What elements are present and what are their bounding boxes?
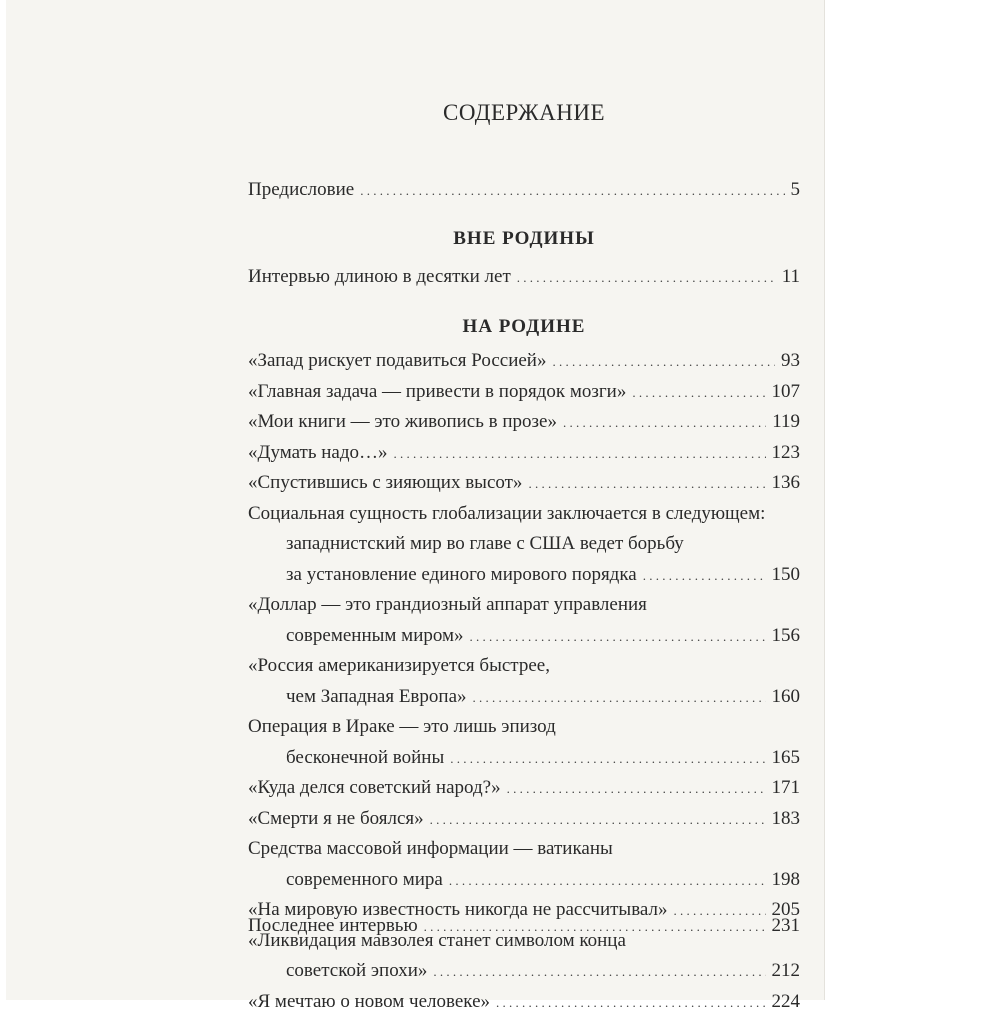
toc-entry-text: «Спустившись с зияющих высот» (248, 472, 523, 493)
dot-leader (528, 471, 765, 497)
dot-leader (449, 868, 766, 894)
toc-entry-text: «На мировую известность никогда не рассчитывал» (248, 899, 668, 920)
toc-entry-text: современным миром» (286, 625, 464, 646)
toc-entry-text: «Россия американизируется быстрее, (248, 655, 550, 676)
toc-entry-text: Интервью длиною в десятки лет (248, 266, 511, 287)
toc-entry-line (248, 470, 800, 496)
table-of-contents (248, 0, 800, 1012)
toc-entry-page: 119 (772, 411, 800, 432)
dot-leader (643, 563, 766, 589)
dot-leader (473, 685, 766, 711)
toc-entry-text: западнистский мир во главе с США ведет борьбу (286, 533, 684, 554)
dot-leader (394, 441, 766, 467)
toc-entry-page: 165 (771, 747, 800, 768)
toc-entry-page: 171 (771, 777, 800, 798)
dot-leader (424, 914, 766, 940)
toc-entry-text: Предисловие (248, 179, 355, 200)
toc-entry-line (248, 440, 800, 466)
toc-entry-line (248, 867, 800, 893)
toc-entry (248, 264, 800, 290)
toc-entry-line (248, 623, 800, 649)
page-title: СОДЕРЖАНИЕ (442, 100, 605, 125)
toc-entry-text: за установление единого мирового порядка (286, 564, 637, 585)
toc-entry-text: Последнее интервью (248, 915, 418, 936)
toc-entry-page: 198 (771, 869, 800, 890)
toc-entry-page: 212 (771, 960, 800, 981)
toc-entry-text: Средства массовой информации — ватиканы (248, 838, 613, 859)
toc-entry-line (248, 745, 800, 771)
toc-entry-text: «Доллар — это грандиозный аппарат управления (248, 594, 647, 615)
toc-entry-page: 107 (771, 381, 800, 402)
dot-leader (552, 349, 775, 375)
toc-entry-line (248, 531, 800, 557)
toc-entry-page: 224 (771, 991, 800, 1012)
toc-entry-page: 183 (771, 808, 800, 829)
toc-entry-line (248, 348, 800, 374)
toc-entry-line (248, 714, 800, 740)
toc-entry-page: 5 (790, 179, 800, 200)
toc-entry-text: Операция в Ираке — это лишь эпизод (248, 716, 556, 737)
dot-leader (360, 178, 784, 204)
book-page (6, 0, 825, 1012)
toc-entry-text: «Мои книги — это живопись в прозе» (248, 411, 557, 432)
toc-entry-text: Социальная сущность глобализации заключается в следующем: (248, 503, 766, 524)
toc-entry-line (248, 501, 800, 527)
toc-entry-text: современного мира (286, 869, 443, 890)
toc-entry-page: 93 (781, 350, 800, 371)
toc-entry-text: «Ликвидация мавзолея станет символом конца (248, 930, 626, 951)
toc-entry-text: чем Западная Европа» (286, 686, 467, 707)
dot-leader (632, 380, 765, 406)
toc-entry-last-interview (248, 913, 800, 939)
dot-leader (563, 410, 766, 436)
toc-entry-line (248, 775, 800, 801)
toc-entry-text: советской эпохи» (286, 960, 428, 981)
toc-entry-text: бесконечной войны (286, 747, 445, 768)
dot-leader (430, 807, 766, 833)
toc-entry-page: 205 (771, 899, 800, 920)
toc-entry-text: «Запад рискует подавиться Россией» (248, 350, 547, 371)
toc-entry-page: 160 (771, 686, 800, 707)
toc-entry-page: 136 (771, 472, 800, 493)
toc-entry-line (248, 836, 800, 862)
dot-leader (507, 776, 766, 802)
dot-leader (470, 624, 766, 650)
toc-entry-text: «Я мечтаю о новом человеке» (248, 991, 490, 1012)
dot-leader (450, 746, 765, 772)
toc-entry-line (248, 958, 800, 984)
dot-leader (517, 265, 776, 291)
toc-entry-text: «Куда делся советский народ?» (248, 777, 501, 798)
toc-entry-line (248, 989, 800, 1015)
toc-entry-line (248, 379, 800, 405)
toc-entry-line (248, 684, 800, 710)
toc-entry-line (248, 806, 800, 832)
toc-entry-line (248, 592, 800, 618)
toc-entry-page: 231 (771, 915, 800, 936)
toc-entry-line (248, 562, 800, 588)
dot-leader (433, 959, 765, 985)
toc-entry-page: 156 (771, 625, 800, 646)
toc-entry-text: «Смерти я не боялся» (248, 808, 424, 829)
section-heading-1: ВНЕ РОДИНЫ (453, 228, 595, 249)
toc-entry-page: 150 (771, 564, 800, 585)
section-heading-2: НА РОДИНЕ (462, 316, 586, 337)
toc-entry-page: 11 (781, 266, 800, 287)
toc-entry-line (248, 409, 800, 435)
toc-entry-page: 123 (771, 442, 800, 463)
toc-entry-preface (248, 177, 800, 203)
toc-entry-text: «Думать надо…» (248, 442, 388, 463)
toc-entry-text: «Главная задача — привести в порядок мозги» (248, 381, 627, 402)
toc-entry-line (248, 653, 800, 679)
dot-leader (496, 990, 766, 1016)
